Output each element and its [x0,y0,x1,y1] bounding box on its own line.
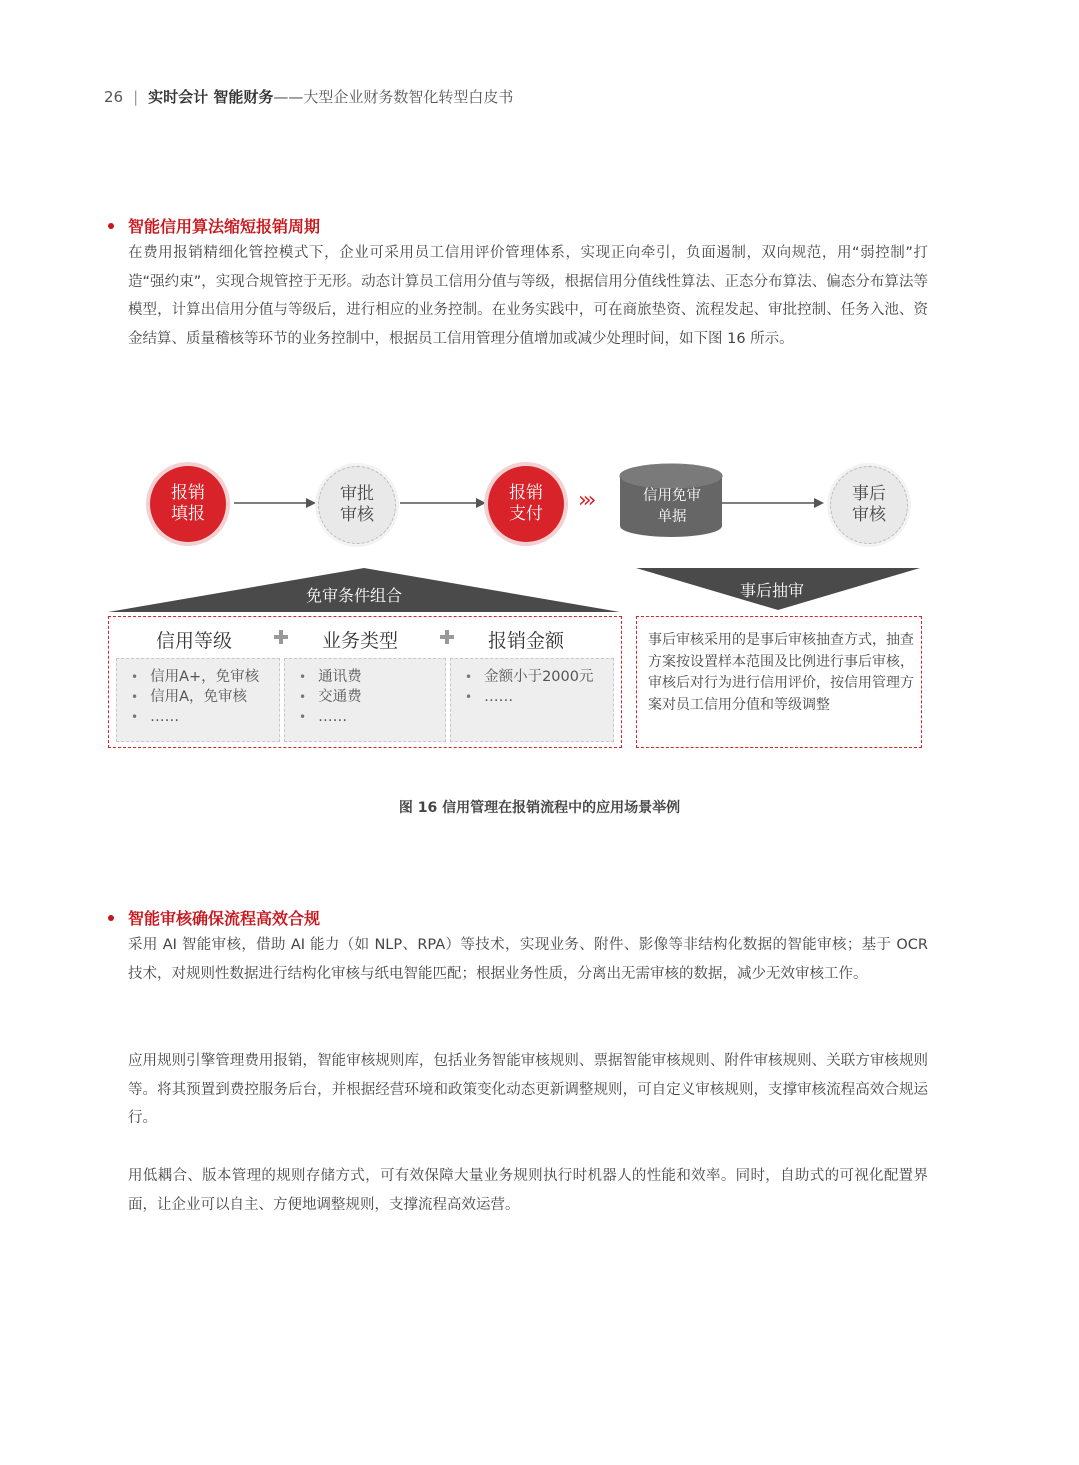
section2-paragraph-1: 采用 AI 智能审核，借助 AI 能力（如 NLP、RPA）等技术，实现业务、附件、影像等非结构化数据的智能审核；基于 OCR 技术，对规则性数据进行结构化审核与纸电智能匹配；根据业务性质，分离出无需审核的数据，减少无效审核工作。 [128,937,928,982]
step1-line2: 填报 [171,504,205,524]
list-item: • 金额小于2000元 [465,667,613,687]
figure-caption: 图 16 信用管理在报销流程中的应用场景举例 [398,800,681,816]
section2-paragraph-2: 应用规则引擎管理费用报销，智能审核规则库，包括业务智能审核规则、票据智能审核规则、附件审核规则、关联方审核规则等。将其预置到费控服务后台，并根据经营环境和政策变化动态更新调整规则，可自定义审核规则，支撑审核流程高效合规运行。 [128,1053,928,1126]
section1-title-text: 智能信用算法缩短报销周期 [128,217,321,236]
post-audit-label: 事后抽审 [740,581,805,600]
list-item: • 交通费 [299,687,445,707]
heading-credit-level: 信用等级 [156,630,233,652]
heading-business-type: 业务类型 [322,630,399,652]
step5-line2: 审核 [852,505,886,525]
step3-line2: 支付 [509,504,543,524]
step5-line1: 事后 [852,484,886,504]
arrowhead-1-2 [306,498,316,508]
step-reimbursement-fill [150,466,226,542]
header-title-bold: 实时会计 智能财务 [148,88,274,106]
step4-line1: 信用免审 [643,488,701,504]
step2-line1: 审批 [340,484,374,504]
header-separator: | [133,88,139,106]
heading-amount: 报销金额 [488,630,565,652]
arrowhead-4-5 [814,498,824,508]
section2-paragraph-3: 用低耦合、版本管理的规则存储方式，可有效保障大量业务规则执行时机器人的性能和效率。同时，自助式的可视化配置界面，让企业可以自主、方便地调整规则，支撑流程高效运营。 [128,1168,928,1213]
plus-icon [440,630,454,644]
page-number: 26 [104,88,124,106]
list-item: • 信用A+，免审核 [131,667,279,687]
plus-icon [274,630,288,644]
chevrons-icon: ››› [578,488,593,513]
list-item: • 信用A，免审核 [131,687,279,707]
list-item: • 通讯费 [299,667,445,687]
step1-line1: 报销 [171,483,205,503]
exempt-combination-label: 免审条件组合 [306,586,403,605]
step2-line2: 审核 [340,505,374,525]
section2-title-text: 智能审核确保流程高效合规 [128,909,321,928]
amount-list [450,658,614,742]
arrowhead-2-3 [476,498,486,508]
post-audit-description: 事后审核采用的是事后审核抽查方式，抽查方案按设置样本范围及比例进行事后审核，审核后对行为进行信用评价，按信用管理方案对员工信用分值和等级调整 [648,632,914,713]
credit-level-list [116,658,280,742]
step-credit-exempt-docs [622,486,722,528]
step4-line2: 单据 [657,509,687,525]
step-approval-review [318,466,396,544]
header-title-rest: ——大型企业财务数智化转型白皮书 [273,88,514,106]
list-item: • …… [299,707,445,727]
business-type-list [284,658,446,742]
step3-line1: 报销 [509,483,543,503]
step-reimbursement-pay [488,466,564,542]
bullet-dot [108,915,114,921]
section1-paragraph: 在费用报销精细化管控模式下，企业可采用员工信用评价管理体系，实现正向牵引，负面遏制，双向规范，用“弱控制”打造“强约束”，实现合规管控于无形。动态计算员工信用分值与等级，根据信用分值线性算法、正态分布算法、偏态分布算法等模型，计算出信用分值与等级后，进行相应的业务控制。在业务实践中，可在商旅垫资、流程发起、审批控制、任务入池、资金结算、质量稽核等环节的业务控制中，根据员工信用管理分值增加或减少处理时间，如下图 16 所示。 [128,245,928,347]
list-item: • …… [465,687,613,707]
step-post-review [830,466,908,544]
list-item: • …… [131,707,279,727]
section2-title [108,906,320,929]
